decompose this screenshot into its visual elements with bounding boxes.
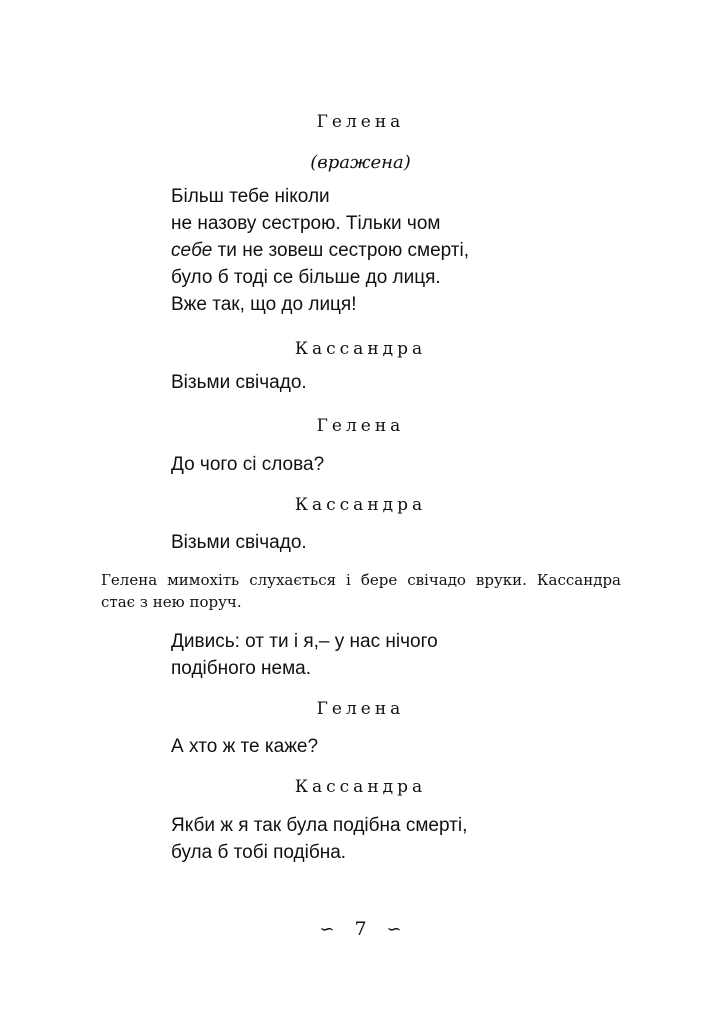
verse-line: Візьми свічадо. xyxy=(171,372,307,393)
verse-block xyxy=(171,529,307,556)
speaker-name: Кассандра xyxy=(294,495,427,515)
stage-direction: (вражена) xyxy=(310,152,411,173)
page-footer xyxy=(0,918,721,940)
verse-line: Більш тебе ніколи xyxy=(171,186,330,207)
verse-line: Візьми свічадо. xyxy=(171,532,307,553)
ornament-icon: ∽ xyxy=(319,919,335,940)
verse-block xyxy=(171,812,467,866)
stage-direction-block: Гелена мимохіть слухається і бере свічадо вруки. Кассандра стає з нею поруч. xyxy=(101,571,621,611)
verse-line: Дивись: от ти і я,– у нас нічого xyxy=(171,631,438,652)
verse-line: себе ти не зовеш сестрою смерті, xyxy=(171,240,469,261)
verse-line: Якби ж я так була подібна смерті, xyxy=(171,815,468,836)
verse-block xyxy=(171,628,438,682)
verse-block xyxy=(171,451,324,478)
verse-line: До чого сі слова? xyxy=(171,454,325,475)
verse-line: було б тоді се більше до лиця. xyxy=(171,267,441,288)
verse-line: Вже так, що до лиця! xyxy=(171,294,357,315)
verse-emphasis: себе xyxy=(171,240,213,261)
verse-line: була б тобі подібна. xyxy=(171,842,347,863)
verse-block xyxy=(171,733,318,760)
verse-block xyxy=(171,183,469,318)
page-number: 7 xyxy=(354,918,367,940)
verse-block xyxy=(171,369,307,396)
ornament-icon: ∽ xyxy=(386,919,402,940)
speaker-name: Кассандра xyxy=(294,339,427,359)
speaker-name: Гелена xyxy=(316,112,405,132)
speaker-name: Гелена xyxy=(316,699,405,719)
speaker-name: Кассандра xyxy=(294,777,427,797)
verse-line: не назову сестрою. Тільки чом xyxy=(171,213,441,234)
speaker-name: Гелена xyxy=(316,416,405,436)
verse-line: А хто ж те каже? xyxy=(171,736,319,757)
verse-line: подібного нема. xyxy=(171,658,312,679)
